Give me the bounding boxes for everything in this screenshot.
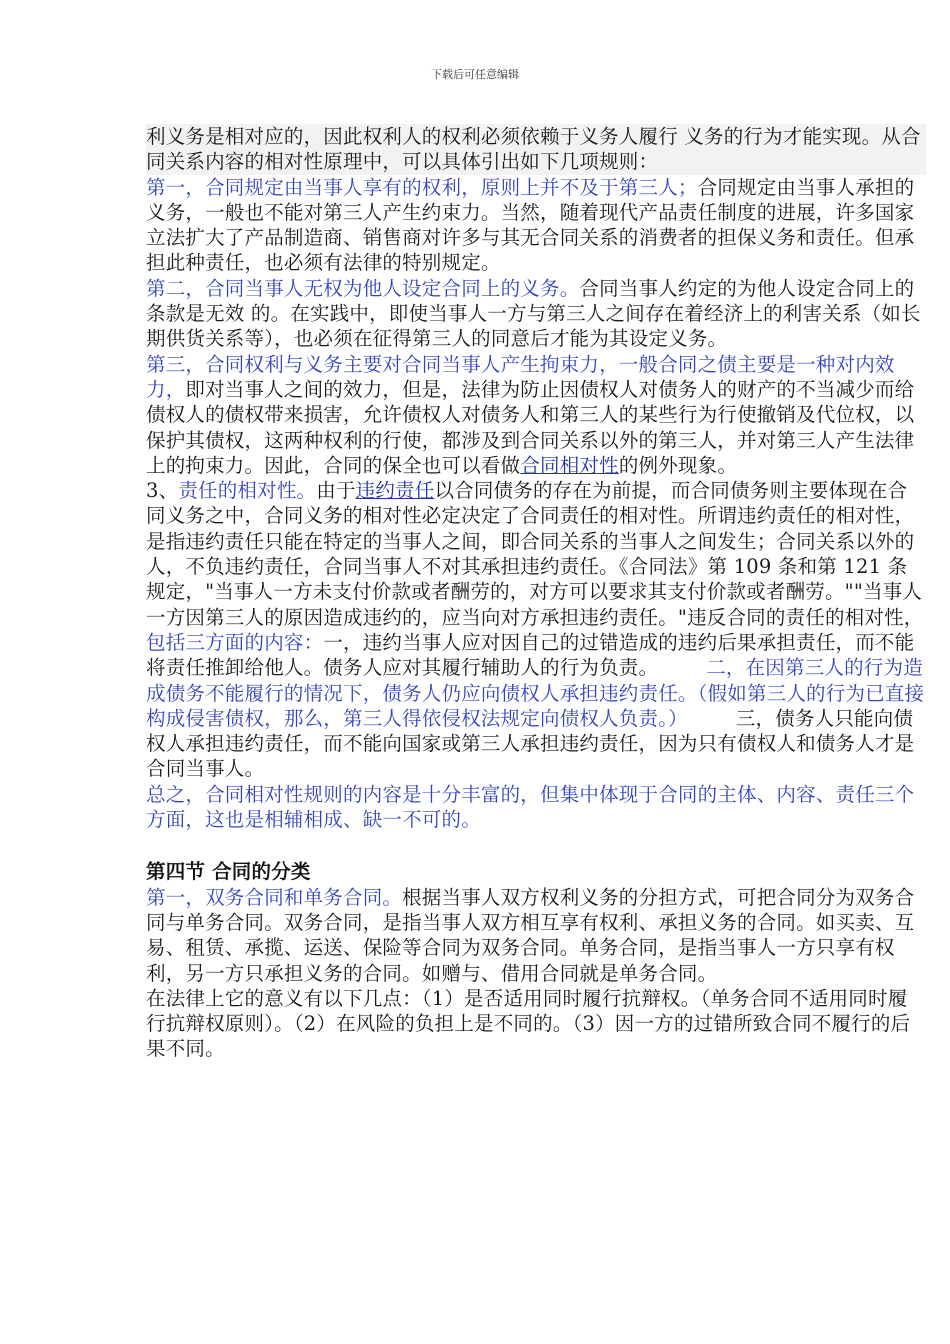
paragraph-legal-significance: 在法律上它的意义有以下几点：（1）是否适用同时履行抗辩权。（单务合同不适用同时履行抗辩权原则）。（2）在风险的负担上是不同的。（3）因一方的过错所致合同不履行的后果不同。 (146, 986, 911, 1061)
section-heading: 第四节 合同的分类 (146, 860, 311, 884)
document-body (146, 124, 926, 1062)
rule-three-end: 的例外现象。 (618, 453, 738, 477)
rule-three-text: 即对当事人之间的效力，但是，法律为防止因债权人对债务人的财产的不当减少而给债权人的债权带来损害，允许债权人对债务人和第三人的某些行为行使撤销及代位权，以保护其债权，这两种权利的行使，都涉及到合同关系以外的第三人，并对第三人产生法律上的拘束力。因此，合同的保全也可以看做 (146, 377, 915, 477)
contract-relativity-link[interactable]: 合同相对性 (520, 453, 619, 477)
paragraph-rule-two (146, 276, 926, 352)
paragraph-liability-relativity (146, 478, 926, 782)
three-aspects-highlight: 包括三方面的内容： (146, 630, 324, 654)
section-number: 3、 (146, 479, 179, 503)
third-party-highlight: 二，在因第三人的行为造成债务不能履行的情况下，债务人仍应向债权人承担违约责任。（假如第三人的行为已直接构成侵害债权，那么，第三人得依侵权法规定向债权人负责。） (146, 656, 925, 730)
breach-liability-link[interactable]: 违约责任 (355, 479, 435, 503)
liability-highlight: 责任的相对性。 (178, 479, 317, 503)
paragraph-summary: 总之，合同相对性规则的内容是十分丰富的，但集中体现于合同的主体、内容、责任三个方面，这也是相辅相成、缺一不可的。 (146, 782, 915, 832)
rule-three-highlight: 第三，合同权利与义务主要对合同当事人产生拘束力，一般合同之债主要是一种对内效力， (146, 352, 895, 401)
liability-text-a: 由于 (316, 479, 356, 503)
rule-one-highlight: 第一，合同规定由当事人享有的权利，原则上并不及于第三人； (146, 175, 698, 199)
liability-text-b: 以合同债务的存在为前提，而合同债务则主要体现在合同义务之中，合同义务的相对性必定决定了合同责任的相对性。所谓违约责任的相对性，是指违约责任只能在特定的当事人之间，即合同关系的当事人之间发生；合同关系以外的人，不负违约责任，合同当事人不对其承担违约责任。《合同法》第 109 条和第 121 条规定，"当事人一方未支付价款或者酬劳的，对方可以要求其支付价款或者酬劳。""当事人一方因第三人的原因造成违约的，应当向对方承担违约责任。"违反合同的责任的相对性， (146, 479, 924, 629)
rule-two-text: 合同当事人约定的为他人设定合同上的条款是无效 的。在实践中，即使当事人一方与第三人之间存在着经济上的利害关系（如长期供货关系等），也必须在征得第三人的同意后才能为其设定义务。 (146, 276, 921, 351)
paragraph-bilateral (146, 885, 926, 986)
page-header: 下载后可任意编辑 (431, 68, 519, 81)
paragraph-rule-three (146, 352, 926, 478)
paragraph-intro: 利义务是相对应的，因此权利人的权利必须依赖于义务人履行 义务的行为才能实现。从合同关系内容的相对性原理中，可以具体引出如下几项规则： (146, 124, 926, 175)
bilateral-highlight: 第一，双务合同和单务合同。 (146, 885, 403, 909)
bilateral-text: 根据当事人双方权利义务的分担方式，可把合同分为双务合同与单务合同。双务合同，是指当事人双方相互享有权利、承担义务的合同。如买卖、互易、租赁、承揽、运送、保险等合同为双务合同。单务合同，是指当事人一方只享有权利，另一方只承担义务的合同。如赠与、借用合同就是单务合同。 (146, 885, 915, 985)
rule-one-text: 合同规定由当事人承担的义务，一般也不能对第三人产生约束力。当然，随着现代产品责任制度的进展，许多国家立法扩大了产品制造商、销售商对许多与其无合同关系的消费者的担保义务和责任。但承担此种责任，也必须有法律的特别规定。 (146, 175, 915, 275)
paragraph-rule-one (146, 175, 926, 276)
liability-text-c: 一，违约当事人应对因自己的过错造成的违约后果承担责任，而不能将责任推卸给他人。债务人应对其履行辅助人的行为负责。 (146, 630, 915, 680)
rule-two-highlight: 第二，合同当事人无权为他人设定合同上的义务。 (146, 276, 580, 300)
liability-text-d: 三，债务人只能向债权人承担违约责任，而不能向国家或第三人承担违约责任，因为只有债权人和债务人才是合同当事人。 (146, 706, 915, 781)
